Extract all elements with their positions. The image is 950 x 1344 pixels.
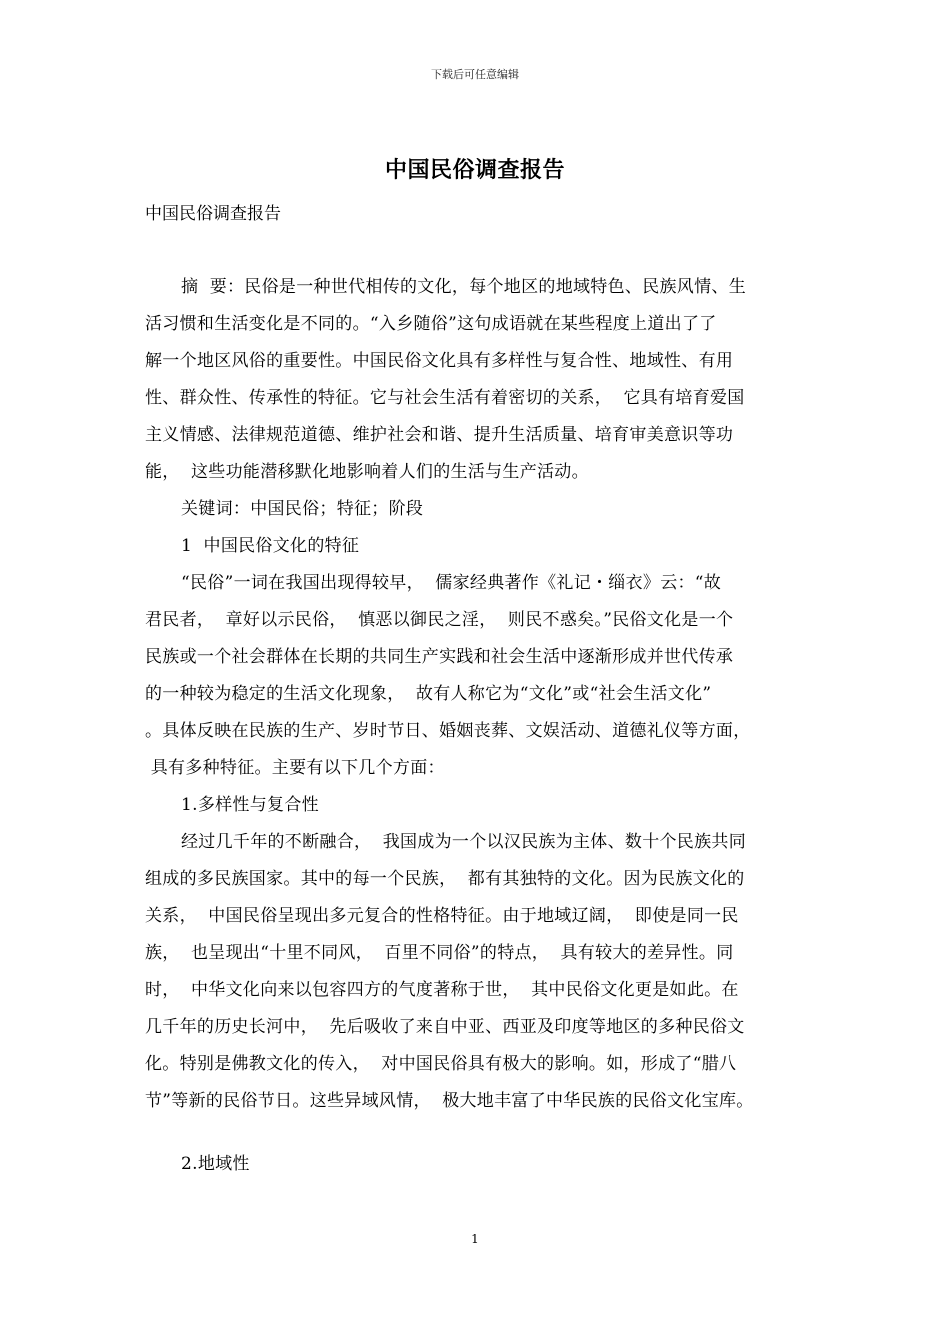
paragraph-line: 化。特别是佛教文化的传入， 对中国民俗具有极大的影响。如，形成了“腊八	[145, 1054, 737, 1074]
abstract-line: 主义情感、法律规范道德、维护社会和谐、提升生活质量、培育审美意识等功	[145, 425, 734, 445]
abstract-line: 性、群众性、传承性的特征。它与社会生活有着密切的关系， 它具有培育爱国	[145, 388, 745, 408]
paragraph-line: 具有多种特征。主要有以下几个方面：	[145, 758, 445, 778]
page-header-note: 下载后可任意编辑	[431, 68, 519, 81]
paragraph-line: 族， 也呈现出“十里不同风， 百里不同俗”的特点， 具有较大的差异性。同	[145, 943, 734, 963]
paragraph-line: “民俗”一词在我国出现得较早， 儒家经典著作《礼记・缁衣》云：“故	[181, 573, 722, 593]
abstract-line: 活习惯和生活变化是不同的。“入乡随俗”这句成语就在某些程度上道出了了	[145, 314, 717, 334]
paragraph-line: 君民者， 章好以示民俗， 慎恶以御民之淫， 则民不惑矣。”民俗文化是一个	[145, 610, 734, 630]
subsection-heading: 1.多样性与复合性	[181, 795, 319, 815]
abstract-line: 解一个地区风俗的重要性。中国民俗文化具有多样性与复合性、地域性、有用	[145, 351, 734, 371]
paragraph-line: 组成的多民族国家。其中的每一个民族， 都有其独特的文化。因为民族文化的	[145, 869, 745, 889]
abstract-line: 摘 要：民俗是一种世代相传的文化，每个地区的地域特色、民族风情、生	[181, 277, 747, 297]
paragraph-line: 的一种较为稳定的生活文化现象， 故有人称它为“文化”或“社会生活文化”	[145, 684, 712, 704]
document-body	[145, 269, 825, 1183]
paragraph-line: 节”等新的民俗节日。这些异域风情， 极大地丰富了中华民族的民俗文化宝库。	[145, 1091, 754, 1111]
document-title: 中国民俗调查报告	[384, 157, 565, 183]
abstract-line: 能， 这些功能潜移默化地影响着人们的生活与生产活动。	[145, 462, 589, 482]
paragraph-line: 民族或一个社会群体在长期的共同生产实践和社会生活中逐渐形成并世代传承	[145, 647, 734, 667]
paragraph-line: 时， 中华文化向来以包容四方的气度著称于世， 其中民俗文化更是如此。在	[145, 980, 739, 1000]
subsection-heading: 2.地域性	[181, 1154, 250, 1174]
document-subtitle: 中国民俗调查报告	[145, 204, 281, 224]
paragraph-line: 几千年的历史长河中， 先后吸收了来自中亚、西亚及印度等地区的多种民俗文	[145, 1017, 745, 1037]
section-heading: 1 中国民俗文化的特征	[181, 536, 360, 556]
keywords-line: 关键词：中国民俗；特征；阶段	[181, 499, 424, 519]
page-number: 1	[471, 1232, 479, 1246]
paragraph-line: 关系， 中国民俗呈现出多元复合的性格特征。由于地域辽阔， 即使是同一民	[145, 906, 739, 926]
paragraph-line: 。具体反映在民族的生产、岁时节日、婚姻丧葬、文娱活动、道德礼仪等方面，	[145, 721, 751, 741]
paragraph-line: 经过几千年的不断融合， 我国成为一个以汉民族为主体、数十个民族共同	[181, 832, 747, 852]
